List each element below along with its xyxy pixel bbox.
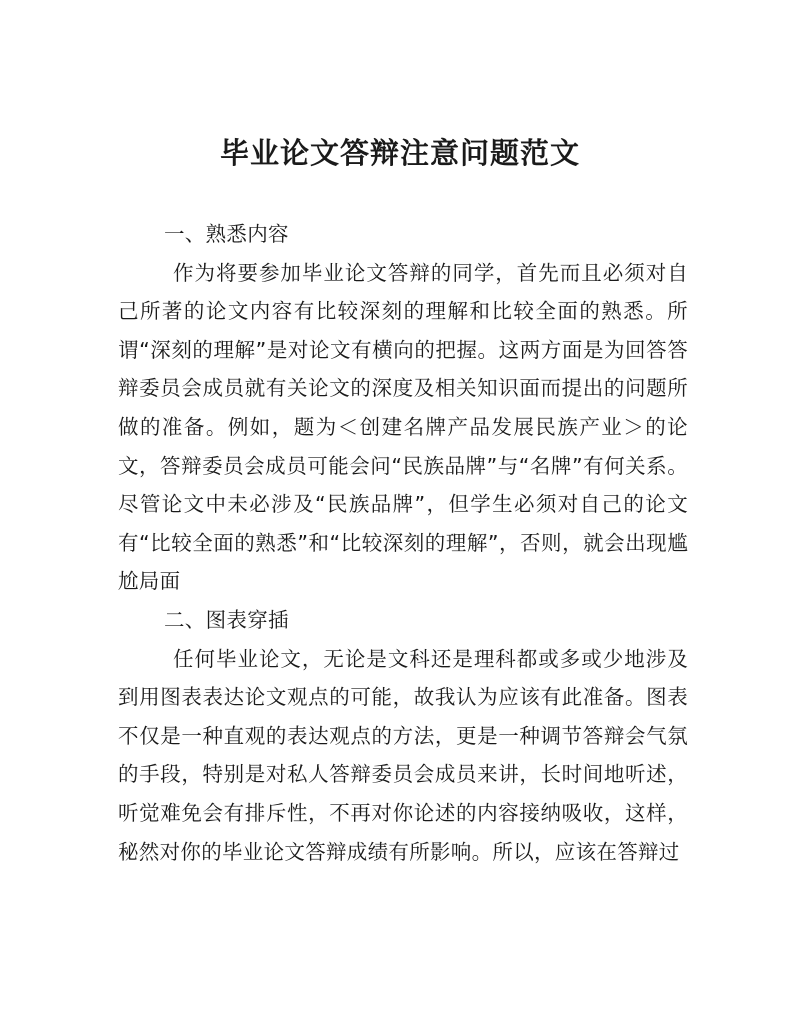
section-heading-familiarity: 一、熟悉内容 <box>164 222 289 246</box>
section-paragraph-charts: 任何毕业论文，无论是文科还是理科都或多或少地涉及到用图表表达论文观点的可能，故我认为应该有此准备。图表不仅是一种直观的表达观点的方法，更是一种调节答辩会气氛的手段，特别是对私人答辩委员会成员来讲，长时间地听述，听觉难免会有排斥性，不再对你论述的内容接纳吸收，这样，秘然对你的毕业论文答辩成绩有所影响。所以，应该在答辩过 <box>118 646 688 864</box>
section-paragraph-familiarity: 作为将要参加毕业论文答辩的同学，首先而且必须对自己所著的论文内容有比较深刻的理解和比较全面的熟悉。所谓“深刻的理解”是对论文有横向的把握。这两方面是为回答答辩委员会成员就有关论文的深度及相关知识面而提出的问题所做的准备。例如，题为＜创建名牌产品发展民族产业＞的论文，答辩委员会成员可能会问“民族品牌”与“名牌”有何关系。尽管论文中未必涉及“民族品牌”，但学生必须对自己的论文有“比较全面的熟悉”和“比较深刻的理解”，否则，就会出现尴尬局面 <box>118 260 688 594</box>
document-title: 毕业论文答辩注意问题范文 <box>219 136 580 170</box>
section-heading-charts: 二、图表穿插 <box>164 607 289 632</box>
document-body <box>118 215 688 871</box>
